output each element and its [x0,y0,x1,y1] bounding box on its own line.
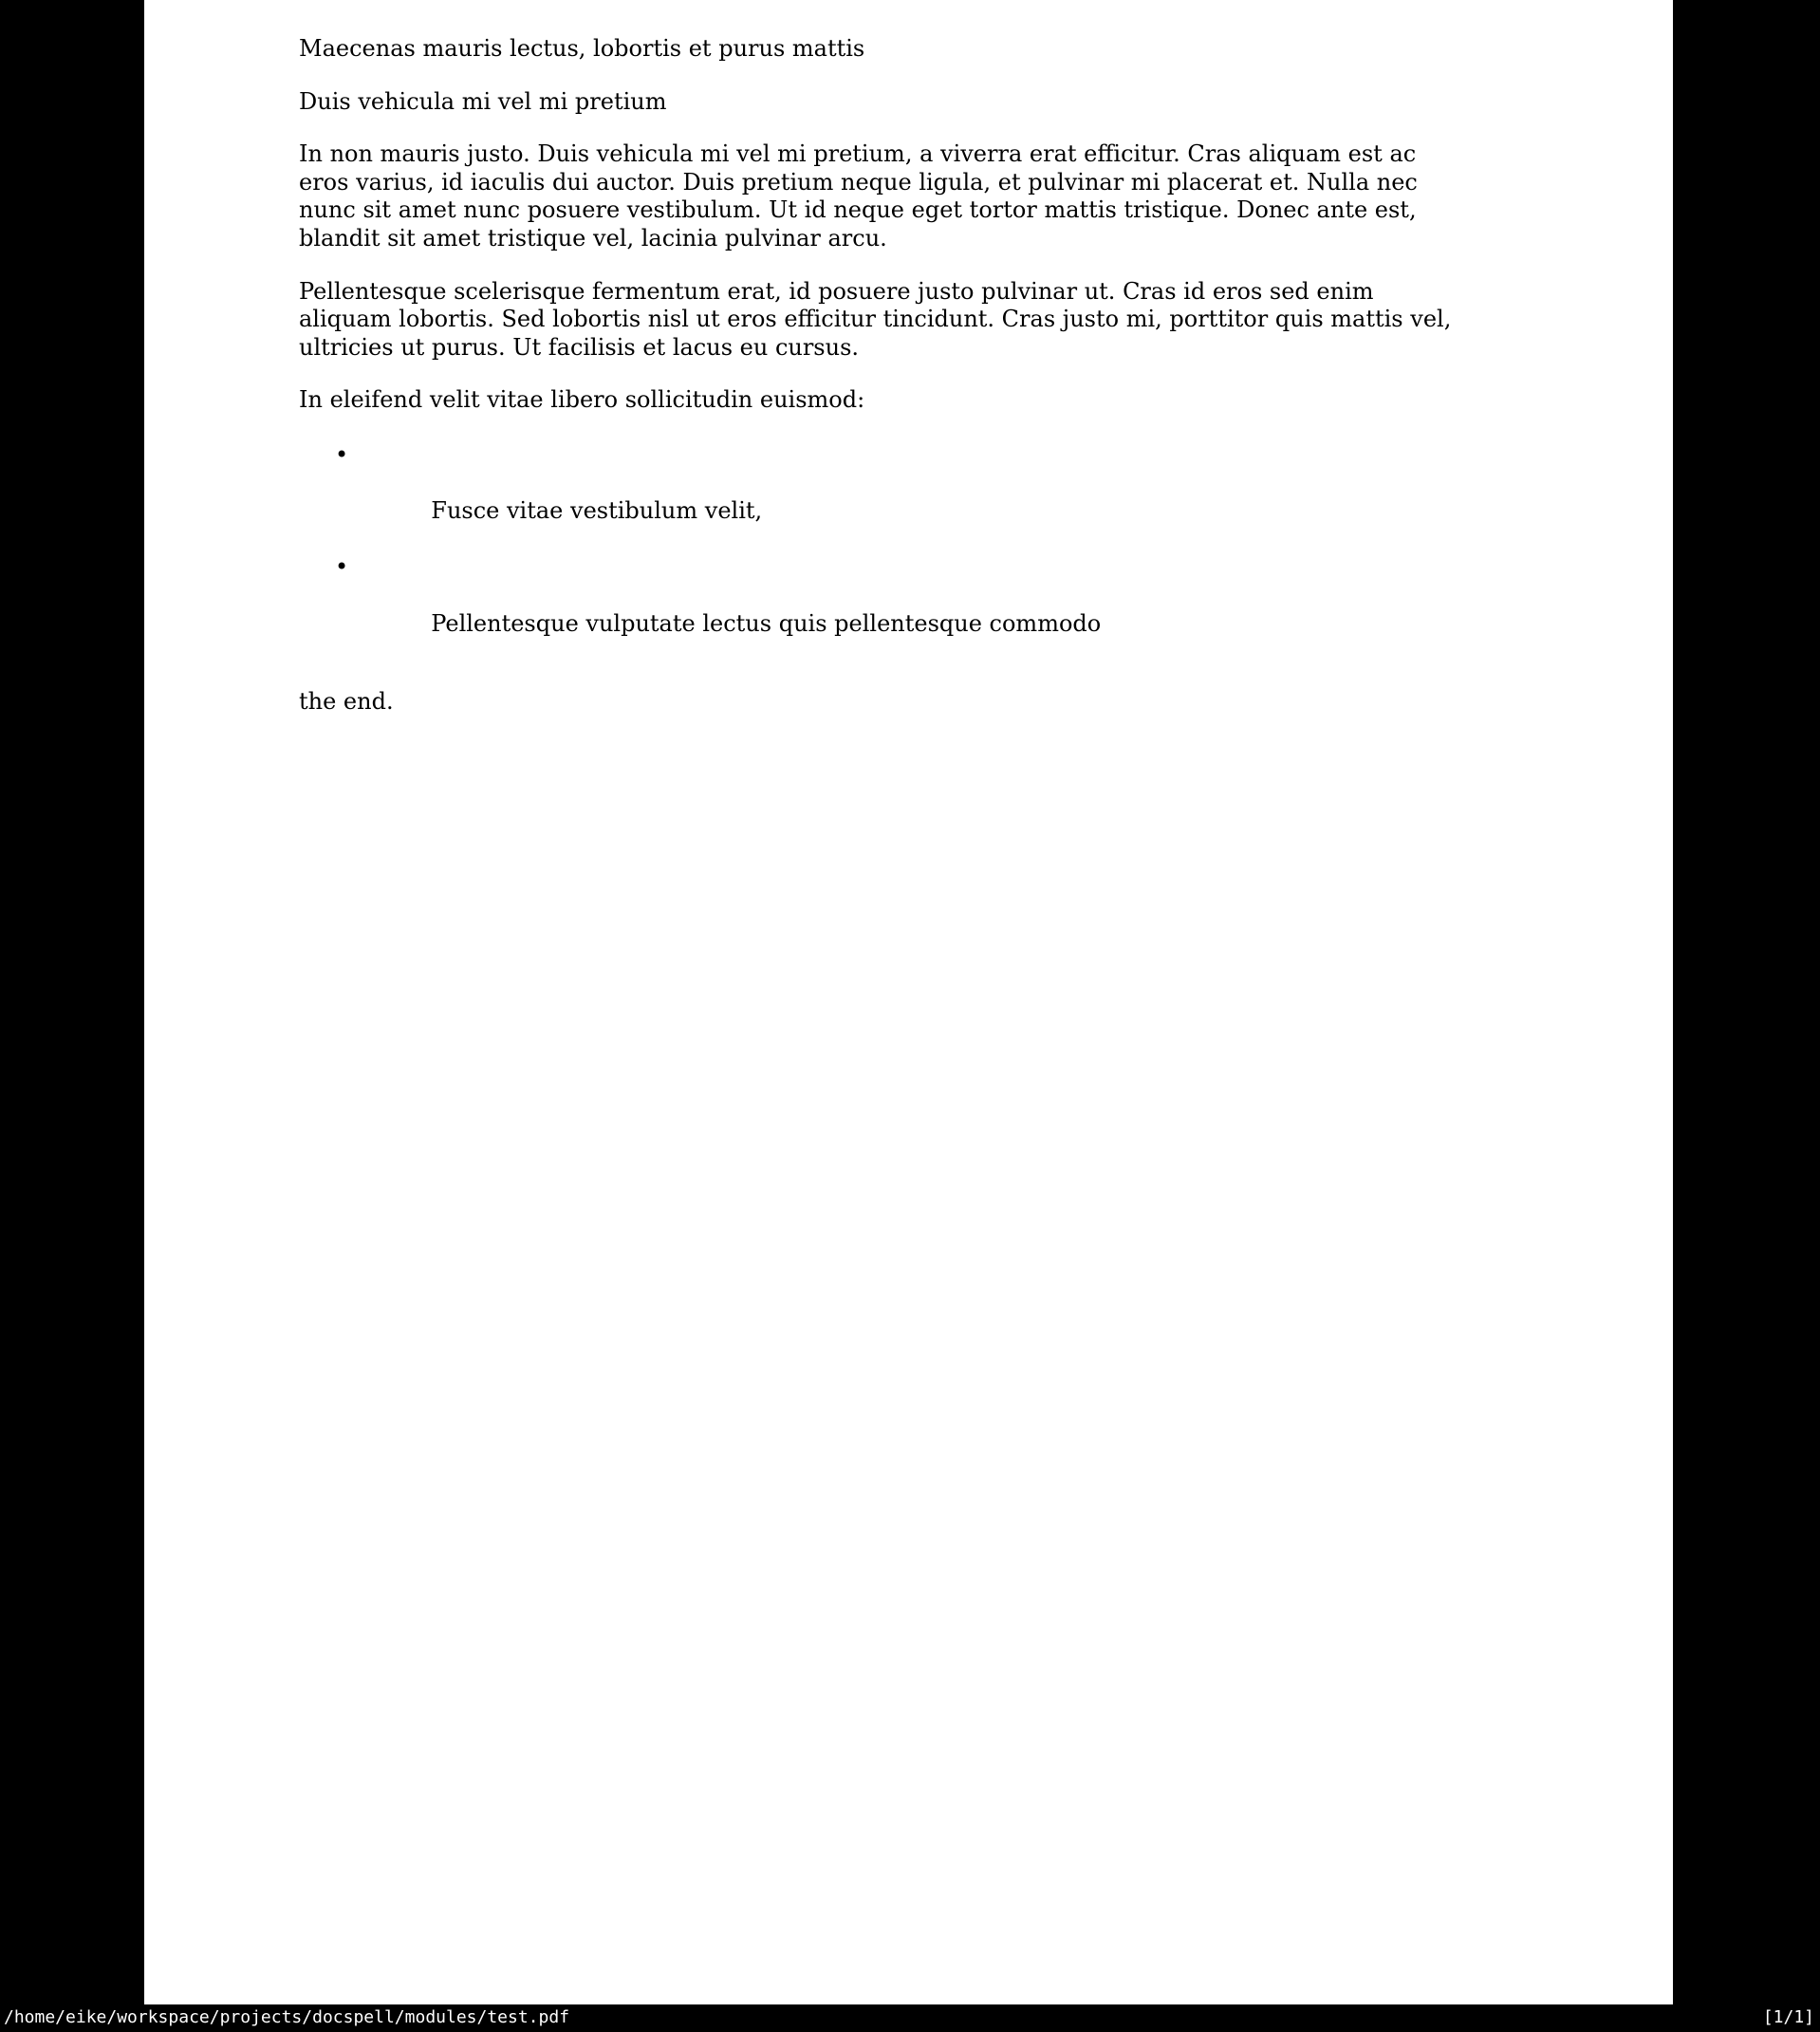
list-item [299,441,1559,553]
paragraph [299,386,1559,415]
text-line: In eleifend velit vitae libero sollicitudin euismod: [299,386,865,414]
text-line: eros varius, id iaculis dui auctor. Duis pretium neque ligula, et pulvinar mi placerat et. Nulla nec [299,168,1418,196]
paragraph [299,140,1559,252]
list-item-text: Pellentesque vulputate lectus quis pellentesque commodo [431,609,1102,637]
text-line: the end. [299,687,394,715]
paragraph [299,35,1559,64]
text-line: blandit sit amet tristique vel, lacinia pulvinar arcu. [299,224,887,252]
statusbar-page-indicator: [1/1] [1762,2007,1814,2027]
pdf-page-view[interactable] [144,0,1673,2004]
text-line: Maecenas mauris lectus, lobortis et purus mattis [299,35,865,62]
statusbar-filepath: /home/eike/workspace/projects/docspell/modules/test.pdf [4,2007,570,2027]
text-line: ultricies ut purus. Ut facilisis et lacus eu cursus. [299,333,860,361]
text-line: In non mauris justo. Duis vehicula mi vel mi pretium, a viverra erat efficitur. Cras aliquam est ac [299,140,1417,168]
bullet-icon: • [335,553,349,581]
paragraph [299,688,1559,717]
paragraph [299,88,1559,117]
bullet-icon: • [335,440,349,468]
document-content [144,0,1673,716]
statusbar [0,2004,1820,2032]
paragraph [299,278,1559,363]
text-line: aliquam lobortis. Sed lobortis nisl ut eros efficitur tincidunt. Cras justo mi, porttitor quis mattis vel, [299,306,1452,333]
text-line: Pellentesque scelerisque fermentum erat, id posuere justo pulvinar ut. Cras id eros sed enim [299,277,1374,305]
list-item [299,553,1559,665]
bullet-list [299,441,1559,666]
list-item-text: Fusce vitae vestibulum velit, [431,497,763,525]
text-line: Duis vehicula mi vel mi pretium [299,87,667,115]
text-line: nunc sit amet nunc posuere vestibulum. Ut id neque eget tortor mattis tristique. Donec ante est, [299,196,1417,224]
